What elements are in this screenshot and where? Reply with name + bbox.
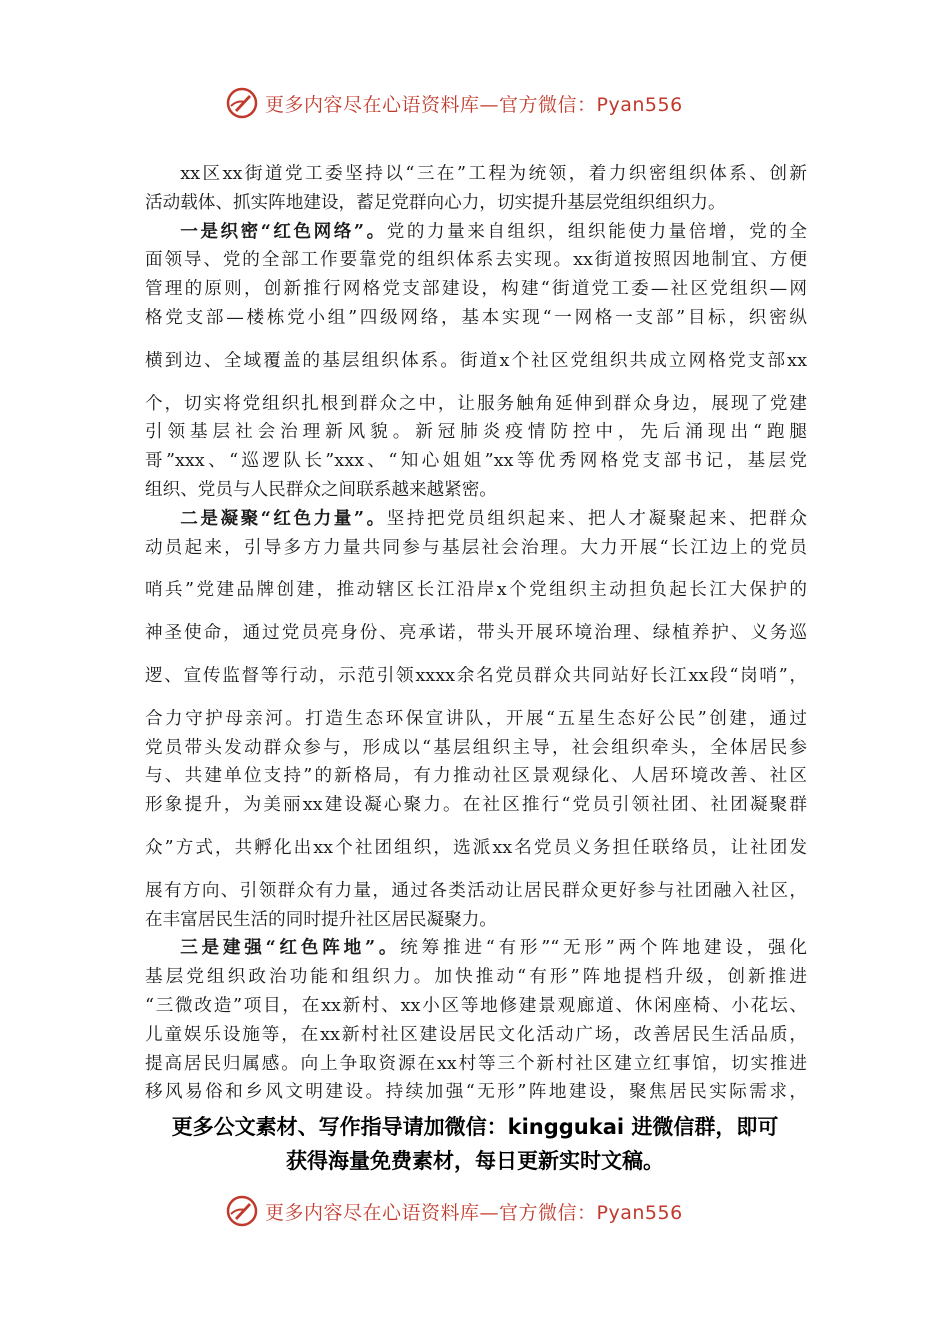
article-line: 管理的原则，创新推行网格党支部建设，构建“街道党工委—社区党组织—网 <box>145 279 807 300</box>
article-line: 二是凝聚“红色力量”。坚持把党员组织起来、把人才凝聚起来、把群众 <box>180 507 807 529</box>
article-line: 合力守护母亲河。打造生态环保宣讲队，开展“五星生态好公民”创建，通过 <box>145 708 807 729</box>
article-line: 动员起来，引导多方力量共同参与基层社会治理。大力开展“长江边上的党员 <box>145 537 807 558</box>
article-line: 在丰富居民生活的同时提升社区居民凝聚力。 <box>145 909 497 930</box>
article-line: 格党支部—楼栋党小组”四级网络，基本实现“一网格一支部”目标，织密纵 <box>145 307 807 328</box>
article-line: 基层党组织政治功能和组织力。加快推动“有形”阵地提档升级，创新推进 <box>145 967 807 988</box>
article-line: 展有方向、引领群众有力量，通过各类活动让居民群众更好参与社团融入社区， <box>145 880 807 901</box>
article-line: 逻、宣传监督等行动，示范引领xxxx余名党员群众共同站好长江xx段“岗哨”， <box>145 665 807 686</box>
article-line: 儿童娱乐设施等，在xx新村社区建设居民文化活动广场，改善居民生活品质， <box>145 1024 807 1045</box>
section-heading: 三是建强“红色阵地”。 <box>180 937 401 959</box>
article-body <box>145 160 807 1107</box>
article-line: 个，切实将党组织扎根到群众之中，让服务触角延伸到群众身边，展现了党建 <box>145 393 807 414</box>
article-line: 活动载体、抓实阵地建设，蓄足党群向心力，切实提升基层党组织组织力。 <box>145 192 726 213</box>
watermark-text: 更多内容尽在心语资料库—官方微信：Pyan556 <box>265 93 683 116</box>
article-line: 神圣使命，通过党员亮身份、亮承诺，带头开展环境治理、绿植养护、义务巡 <box>145 623 807 644</box>
article-line: 众”方式，共孵化出xx个社团组织，选派xx名党员义务担任联络员，让社团发 <box>145 837 807 858</box>
article-line: 提高居民归属感。向上争取资源在xx村等三个新村社区建立红事馆，切实推进 <box>145 1053 807 1074</box>
section-heading: 二是凝聚“红色力量”。 <box>180 507 387 529</box>
article-line: 面领导、党的全部工作要靠党的组织体系去实现。xx街道按照因地制宜、方便 <box>145 250 807 271</box>
article-line: “三微改造”项目，在xx新村、xx小区等地修建景观廊道、休闲座椅、小花坛、 <box>145 995 807 1016</box>
article-line: 一是织密“红色网络”。党的力量来自组织，组织能使力量倍增，党的全 <box>180 220 807 242</box>
article-line: 哥”xxx、“巡逻队长”xxx、“知心姐姐”xx等优秀网格党支部书记，基层党 <box>145 451 807 472</box>
watermark-banner-bottom <box>225 1193 745 1229</box>
article-line: 横到边、全域覆盖的基层组织体系。街道x个社区党组织共成立网格党支部xx <box>145 350 807 371</box>
article-line: 引领基层社会治理新风貌。新冠肺炎疫情防控中，先后涌现出“跑腿 <box>145 422 807 443</box>
article-line: 形象提升，为美丽xx建设凝心聚力。在社区推行“党员引领社团、社团凝聚群 <box>145 795 807 816</box>
promo-line-1: 更多公文素材、写作指导请加微信：kinggukai 进微信群，即可 <box>171 1115 779 1139</box>
article-line: 移风易俗和乡风文明建设。持续加强“无形”阵地建设，聚焦居民实际需求， <box>145 1082 807 1103</box>
promo-text <box>100 1110 850 1178</box>
pen-logo-icon <box>225 1194 259 1228</box>
pen-logo-icon <box>225 86 259 120</box>
article-line: 党员带头发动群众参与，形成以“基层组织主导，社会组织牵头，全体居民参 <box>145 737 807 758</box>
watermark-banner-top <box>225 85 745 121</box>
watermark-text: 更多内容尽在心语资料库—官方微信：Pyan556 <box>265 1201 683 1224</box>
section-heading: 一是织密“红色网络”。 <box>180 220 387 242</box>
article-line: 组织、党员与人民群众之间联系越来越紧密。 <box>145 479 497 500</box>
promo-line-2: 获得海量免费素材，每日更新实时文稿。 <box>286 1149 664 1173</box>
article-line: 三是建强“红色阵地”。统筹推进“有形”“无形”两个阵地建设，强化 <box>180 937 807 959</box>
article-line: 与、共建单位支持”的新格局，有力推动社区景观绿化、人居环境改善、社区 <box>145 766 807 787</box>
article-line: 哨兵”党建品牌创建，推动辖区长江沿岸x个党组织主动担负起长江大保护的 <box>145 580 807 601</box>
article-line: xx区xx街道党工委坚持以“三在”工程为统领，着力织密组织体系、创新 <box>180 164 807 184</box>
